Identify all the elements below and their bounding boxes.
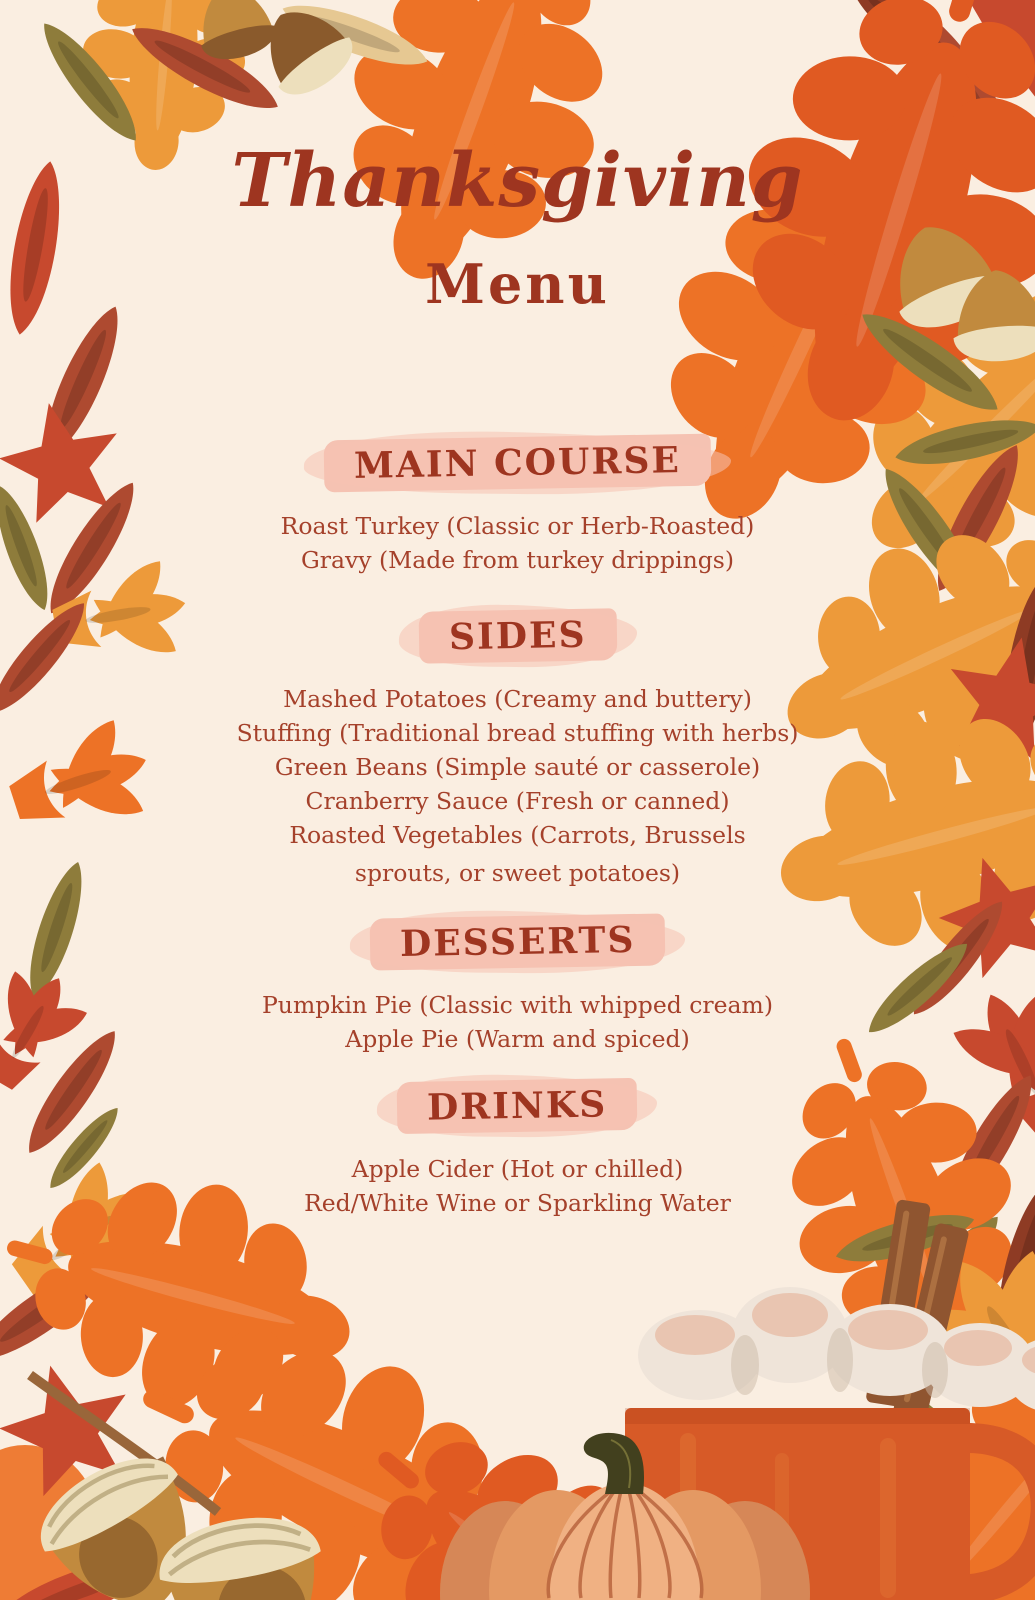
menu-item: Gravy (Made from turkey drippings): [300, 546, 735, 574]
menu-item: Pumpkin Pie (Classic with whipped cream): [262, 991, 773, 1019]
section-heading: [128, 916, 908, 968]
section-drinks: [128, 1080, 908, 1220]
section-heading-highlight: MAIN COURSE: [324, 434, 712, 493]
section-heading: [128, 437, 908, 489]
menu-subtitle: Menu: [425, 252, 610, 316]
section-heading: [128, 610, 908, 662]
menu-item: Stuffing (Traditional bread stuffing with herbs): [236, 719, 799, 747]
menu-item: Roasted Vegetables (Carrots, Brussels: [289, 821, 746, 849]
menu-item: Cranberry Sauce (Fresh or canned): [305, 787, 730, 815]
menu-script-title: Thanksgiving: [231, 138, 804, 224]
section-heading-highlight: SIDES: [418, 608, 616, 663]
section-heading: [128, 1080, 908, 1132]
section-desserts: [128, 916, 908, 1056]
menu-item: Roast Turkey (Classic or Herb-Roasted): [280, 512, 755, 540]
menu-item: Red/White Wine or Sparkling Water: [304, 1189, 731, 1217]
section-sides: [128, 610, 908, 890]
menu-item: Apple Cider (Hot or chilled): [351, 1155, 684, 1183]
section-heading-highlight: DRINKS: [397, 1078, 638, 1134]
section-heading-highlight: DESSERTS: [369, 913, 665, 970]
menu-item: Apple Pie (Warm and spiced): [345, 1025, 690, 1053]
menu-item: Mashed Potatoes (Creamy and buttery): [283, 685, 752, 713]
menu-item: Green Beans (Simple sauté or casserole): [274, 753, 761, 781]
menu-item: sprouts, or sweet potatoes): [354, 859, 681, 887]
section-main-course: [128, 437, 908, 577]
